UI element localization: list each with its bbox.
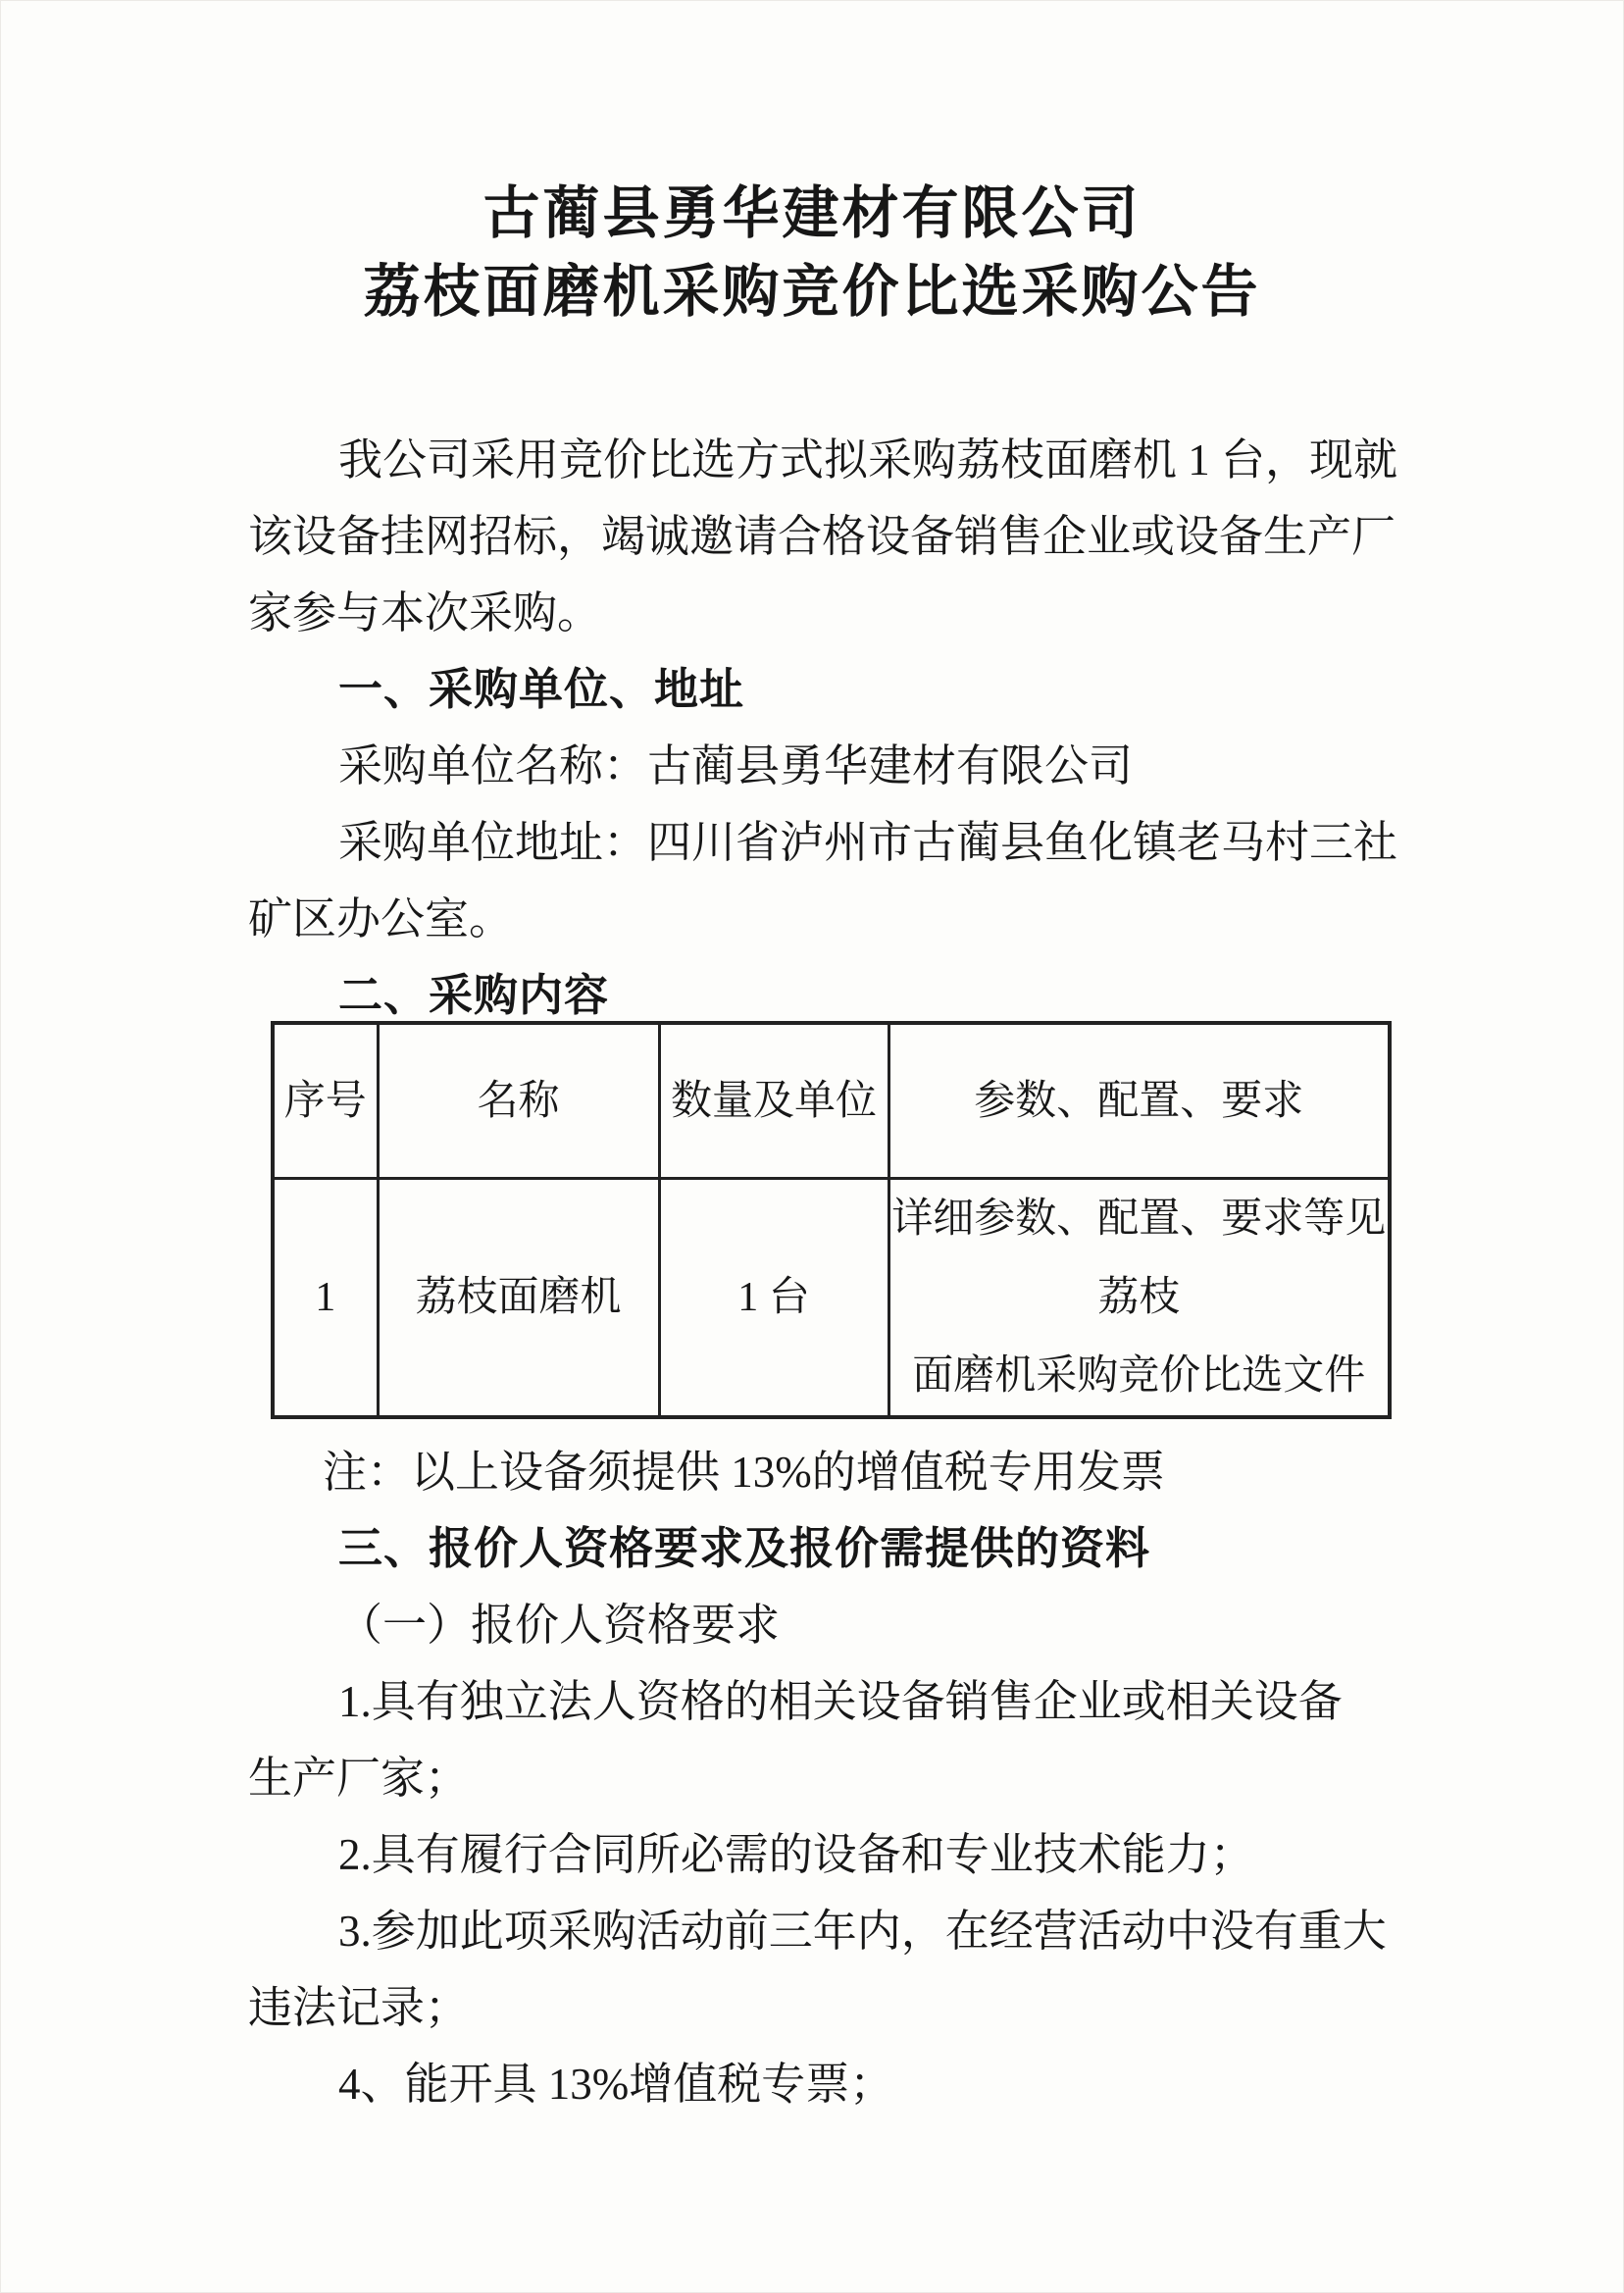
title-line-1: 古蔺县勇华建材有限公司 bbox=[482, 181, 1142, 245]
section3-heading: 三、报价人资格要求及报价需提供的资料 bbox=[338, 1523, 1151, 1573]
table-cell-seq: 1 bbox=[273, 1179, 378, 1418]
table-cell-params bbox=[888, 1179, 1390, 1418]
table-cell-qty: 1 台 bbox=[659, 1179, 888, 1418]
table-cell-name: 荔枝面磨机 bbox=[378, 1179, 659, 1418]
intro-line-1: 我公司采用竞价比选方式拟采购荔枝面磨机 1 台，现就 bbox=[338, 435, 1398, 484]
section1-line-3: 矿区办公室。 bbox=[248, 894, 514, 943]
table-header-seq: 序号 bbox=[273, 1023, 378, 1179]
title-line-2: 荔枝面磨机采购竞价比选采购公告 bbox=[363, 260, 1261, 324]
section2-heading: 二、采购内容 bbox=[338, 970, 610, 1020]
intro-line-2: 该设备挂网招标，竭诚邀请合格设备销售企业或设备生产厂 bbox=[248, 512, 1396, 561]
params-line-2: 面磨机采购竞价比选文件 bbox=[912, 1353, 1366, 1399]
table-row bbox=[273, 1179, 1390, 1418]
table-header-name: 名称 bbox=[378, 1023, 659, 1179]
section3-item1-line-1: 1.具有独立法人资格的相关设备销售企业或相关设备 bbox=[338, 1677, 1343, 1726]
section1-line-2: 采购单位地址：四川省泸州市古蔺县鱼化镇老马村三社 bbox=[338, 818, 1398, 867]
section3-item4: 4、能开具 13%增值税专票； bbox=[338, 2060, 894, 2109]
params-line-1: 详细参数、配置、要求等见荔枝 bbox=[891, 1197, 1387, 1320]
table-header-row bbox=[273, 1023, 1390, 1179]
table-note: 注：以上设备须提供 13%的增值税专用发票 bbox=[323, 1448, 1165, 1497]
section3-sub1-heading: （一）报价人资格要求 bbox=[338, 1601, 781, 1650]
document-body bbox=[248, 422, 1397, 2122]
procurement-table bbox=[271, 1021, 1392, 1419]
intro-line-3: 家参与本次采购。 bbox=[248, 588, 602, 637]
document-title bbox=[0, 0, 1624, 331]
section1-line-1: 采购单位名称：古蔺县勇华建材有限公司 bbox=[338, 741, 1134, 790]
section3-item1-line-2: 生产厂家； bbox=[248, 1754, 470, 1803]
section1-heading: 一、采购单位、地址 bbox=[338, 664, 745, 714]
table-header-params: 参数、配置、要求 bbox=[888, 1023, 1390, 1179]
section3-item3-line-1: 3.参加此项采购活动前三年内，在经营活动中没有重大 bbox=[338, 1907, 1387, 1956]
table-header-qty: 数量及单位 bbox=[659, 1023, 888, 1179]
section3-item3-line-2: 违法记录； bbox=[248, 1983, 470, 2032]
section3-item2: 2.具有履行合同所必需的设备和专业技术能力； bbox=[338, 1830, 1254, 1879]
